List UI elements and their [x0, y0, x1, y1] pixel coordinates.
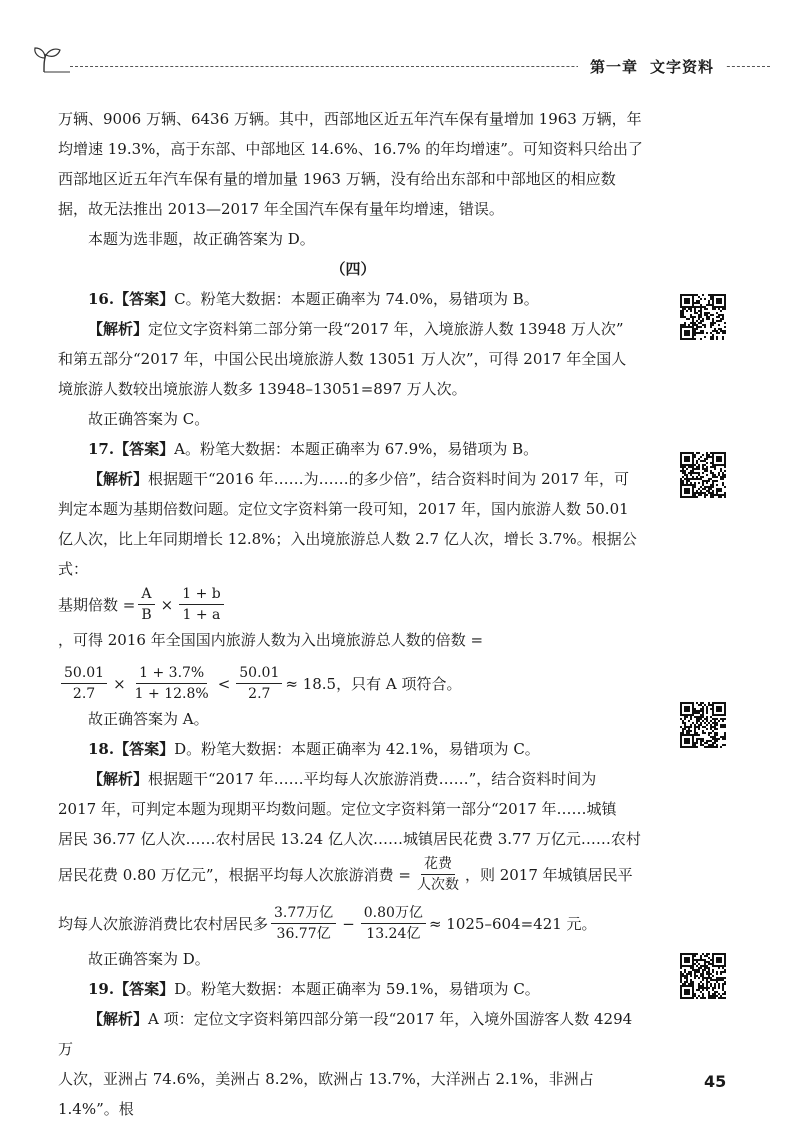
section-label: 文字资料	[649, 58, 714, 76]
formula-text: ，可得 2016 年全国国内旅游人数为入出境旅游总人数的倍数 =	[58, 631, 484, 649]
body-line: 居民 36.77 亿人次……农村居民 13.24 亿人次……城镇居民花费 3.77 万亿元……农村	[58, 830, 641, 848]
denominator: 2.7	[72, 686, 96, 702]
fraction	[361, 903, 426, 944]
conclusion-line: 故正确答案为 C。	[88, 410, 210, 428]
body-line: 亿人次，比上年同期增长 12.8%；入出境旅游总人数 2.7 亿人次，增长 3.7%。根据公式：	[58, 530, 637, 578]
q19-analysis	[58, 1004, 648, 1064]
body-line: 西部地区近五年汽车保有量的增加量 1963 万辆，没有给出东部和中部地区的相应数	[58, 170, 616, 188]
numerator: A	[138, 584, 154, 605]
formula-text: ≈ 1025–604=421 元。	[428, 914, 597, 933]
operator: ×	[160, 595, 174, 614]
answer-text: A。粉笔大数据：本题正确率为 67.9%，易错项为 B。	[174, 440, 539, 458]
sprout-icon	[30, 44, 70, 74]
analysis-label: 【解析】	[88, 770, 149, 788]
numerator: 1 + 3.7%	[136, 663, 207, 684]
formula-text: ，则 2017 年城镇居民平	[464, 865, 633, 884]
formula-line	[58, 663, 648, 704]
denominator: 人次数	[416, 877, 459, 893]
body-line: 据，故无法推出 2013—2017 年全国汽车保有量年均增速，错误。	[58, 200, 504, 218]
analysis-label: 【解析】	[88, 470, 149, 488]
body-line: 人次，亚洲占 74.6%，美洲占 8.2%，欧洲占 13.7%，大洋洲占 2.1%，非洲占 1.4%”。根	[58, 1070, 594, 1118]
body-line: 万辆、9006 万辆、6436 万辆。其中，西部地区近五年汽车保有量增加 1963 万辆，年	[58, 110, 642, 128]
denominator: 2.7	[248, 686, 271, 702]
body-line: 判定本题为基期倍数问题。定位文字资料第一段可知，2017 年，国内旅游人数 50.01	[58, 500, 629, 518]
body-line: 和第五部分“2017 年，中国公民出境旅游人数 13051 万人次”，可得 2017 年全国人	[58, 350, 627, 368]
numerator: 1 + b	[179, 584, 224, 605]
qr-code-icon[interactable]	[680, 294, 726, 340]
fraction	[61, 663, 107, 704]
answer-label: 19.【答案】	[88, 980, 175, 998]
formula-text: 均每人次旅游消费比农村居民多	[58, 914, 269, 933]
denominator: B	[141, 607, 152, 623]
fraction	[271, 903, 336, 944]
qr-code-icon[interactable]	[680, 702, 726, 748]
answer-text: D。粉笔大数据：本题正确率为 59.1%，易错项为 C。	[174, 980, 540, 998]
q18-analysis	[58, 764, 648, 794]
conclusion-line: 故正确答案为 A。	[88, 710, 209, 728]
formula-line	[58, 903, 648, 944]
analysis-text: 定位文字资料第二部分第一段“2017 年，入境旅游人数 13948 万人次”	[148, 320, 624, 338]
analysis-label: 【解析】	[88, 1010, 149, 1028]
header-title	[578, 56, 726, 77]
operator: <	[217, 674, 231, 693]
analysis-text: A 项：定位文字资料第四部分第一段“2017 年，入境外国游客人数 4294 万	[58, 1010, 633, 1058]
numerator: 3.77万亿	[271, 903, 336, 924]
fraction	[236, 663, 282, 704]
body-line: 境旅游人数较出境旅游人数多 13948–13051=897 万人次。	[58, 380, 467, 398]
numerator: 0.80万亿	[361, 903, 426, 924]
answer-label: 17.【答案】	[88, 440, 175, 458]
answer-text: D。粉笔大数据：本题正确率为 42.1%，易错项为 C。	[174, 740, 540, 758]
formula-text: ≈ 18.5，只有 A 项符合。	[285, 674, 462, 693]
fraction	[414, 854, 462, 895]
fraction	[179, 584, 224, 625]
qr-code-icon[interactable]	[680, 452, 726, 498]
page-number: 45	[704, 1072, 727, 1091]
denominator: 36.77亿	[276, 926, 331, 942]
page-content	[58, 104, 648, 1124]
fraction	[138, 584, 154, 625]
section-heading: （四）	[330, 260, 376, 278]
operator: −	[342, 914, 355, 933]
page-header	[30, 44, 770, 74]
formula-text: 居民花费 0.80 万亿元”，根据平均每人次旅游消费 =	[58, 865, 411, 884]
answer-label: 18.【答案】	[88, 740, 175, 758]
q16-answer	[58, 284, 648, 314]
analysis-text: 根据题干“2016 年……为……的多少倍”，结合资料时间为 2017 年，可	[148, 470, 630, 488]
conclusion-line: 故正确答案为 D。	[88, 950, 210, 968]
q17-answer	[58, 434, 648, 464]
answer-label: 16.【答案】	[88, 290, 175, 308]
numerator: 50.01	[61, 663, 107, 684]
answer-text: C。粉笔大数据：本题正确率为 74.0%，易错项为 B。	[174, 290, 539, 308]
numerator: 50.01	[236, 663, 282, 684]
operator: ×	[113, 674, 126, 693]
q18-answer	[58, 734, 648, 764]
q17-analysis	[58, 464, 648, 494]
q16-analysis	[58, 314, 648, 344]
body-line: 均增速 19.3%，高于东部、中部地区 14.6%、16.7% 的年均增速”。可知资料只给出了	[58, 140, 643, 158]
analysis-text: 根据题干“2017 年……平均每人次旅游消费……”，结合资料时间为	[148, 770, 597, 788]
denominator: 1 + a	[182, 607, 221, 623]
formula-line	[58, 584, 648, 655]
body-line: 2017 年，可判定本题为现期平均数问题。定位文字资料第一部分“2017 年……城镇	[58, 800, 617, 818]
analysis-label: 【解析】	[88, 320, 149, 338]
formula-line	[58, 854, 648, 895]
qr-code-icon[interactable]	[680, 953, 726, 999]
chapter-label: 第一章	[589, 58, 638, 76]
formula-text: 基期倍数 =	[58, 595, 136, 614]
denominator: 1 + 12.8%	[134, 686, 209, 702]
fraction	[132, 663, 212, 704]
numerator: 花费	[421, 854, 455, 875]
q19-answer	[58, 974, 648, 1004]
conclusion-line: 本题为选非题，故正确答案为 D。	[88, 230, 315, 248]
denominator: 13.24亿	[366, 926, 421, 942]
